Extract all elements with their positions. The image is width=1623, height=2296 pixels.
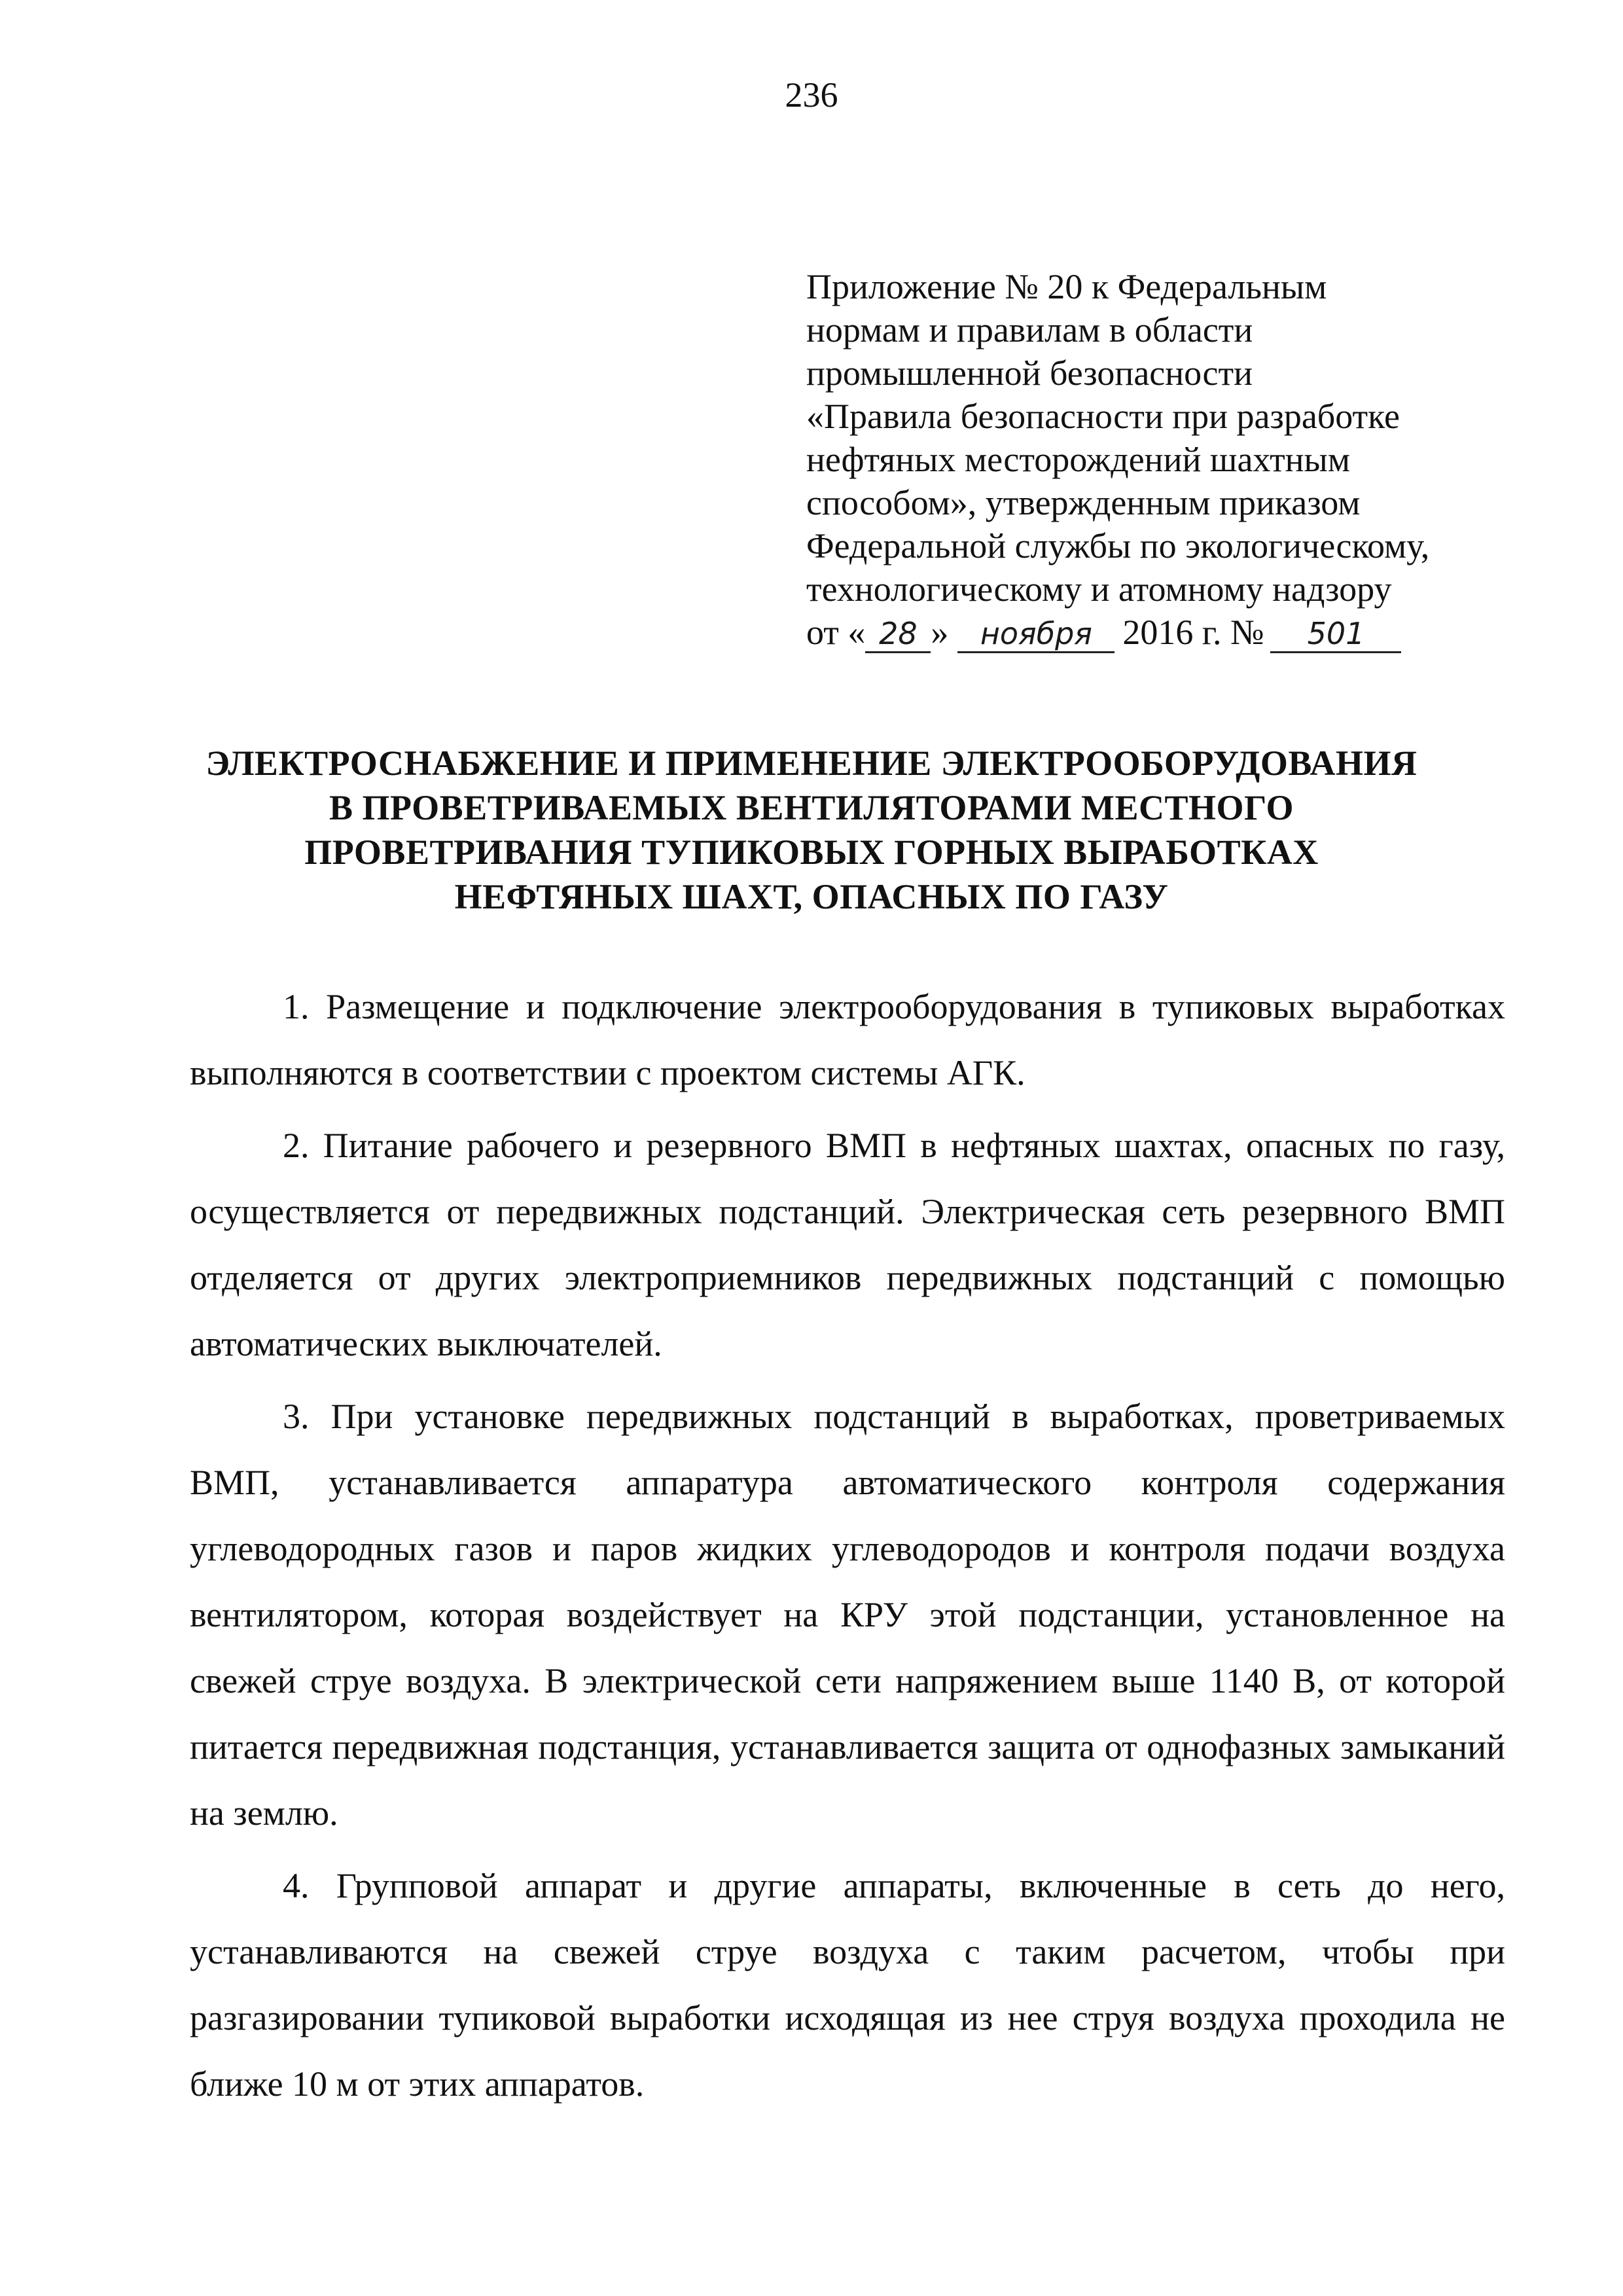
title-line: НЕФТЯНЫХ ШАХТ, ОПАСНЫХ ПО ГАЗУ bbox=[454, 877, 1169, 916]
appendix-line: нефтяных месторождений шахтным bbox=[806, 440, 1351, 479]
title-line: ПРОВЕТРИВАНИЯ ТУПИКОВЫХ ГОРНЫХ ВЫРАБОТКАХ bbox=[304, 833, 1319, 872]
handwritten-day: 28 bbox=[865, 616, 931, 653]
appendix-header bbox=[806, 265, 1565, 654]
handwritten-month: ноября bbox=[957, 616, 1115, 653]
paragraph-1: 1. Размещение и подключение электрооборудования в тупиковых выработках выполняются в соответствии с проектом системы АГК. bbox=[190, 987, 1505, 1092]
appendix-line: Приложение № 20 к Федеральным bbox=[806, 267, 1327, 306]
document-title bbox=[0, 741, 1623, 919]
paragraph-2: 2. Питание рабочего и резервного ВМП в нефтяных шахтах, опасных по газу, осуществляется от передвижных подстанций. Электрическая сеть резервного ВМП отделяется от других электроприемников передвижных подстанций с помощью автоматических выключателей. bbox=[190, 1126, 1505, 1363]
page-number: 236 bbox=[785, 75, 838, 115]
date-year: 2016 г. № bbox=[1122, 613, 1264, 652]
appendix-line: Федеральной службы по экологическому, bbox=[806, 526, 1430, 565]
appendix-line: промышленной безопасности bbox=[806, 353, 1253, 393]
date-close: » bbox=[931, 613, 949, 652]
paragraph-4: 4. Групповой аппарат и другие аппараты, включенные в сеть до него, устанавливаются на свежей струе воздуха с таким расчетом, чтобы при разгазировании тупиковой выработки исходящая из нее струя воздуха проходила не ближе 10 м от этих аппаратов. bbox=[190, 1866, 1505, 2104]
title-line: ЭЛЕКТРОСНАБЖЕНИЕ И ПРИМЕНЕНИЕ ЭЛЕКТРООБОРУДОВАНИЯ bbox=[205, 744, 1418, 783]
paragraph-3: 3. При установке передвижных подстанций в выработках, проветриваемых ВМП, устанавливается аппаратура автоматического контроля содержания углеводородных газов и паров жидких углеводородов и контроля подачи воздуха вентилятором, которая воздействует на КРУ этой подстанции, установленное на свежей струе воздуха. В электрической сети напряжением выше 1140 В, от которой питается передвижная подстанция, устанавливается защита от однофазных замыканий на землю. bbox=[190, 1397, 1505, 1833]
appendix-line: способом», утвержденным приказом bbox=[806, 483, 1361, 522]
handwritten-order-number: 501 bbox=[1270, 616, 1401, 653]
title-line: В ПРОВЕТРИВАЕМЫХ ВЕНТИЛЯТОРАМИ МЕСТНОГО bbox=[329, 788, 1294, 827]
appendix-line: нормам и правилам в области bbox=[806, 310, 1253, 350]
order-date-line bbox=[806, 611, 1565, 654]
appendix-line: «Правила безопасности при разработке bbox=[806, 397, 1400, 436]
document-body bbox=[190, 974, 1505, 2124]
appendix-line: технологическому и атомному надзору bbox=[806, 569, 1392, 609]
date-prefix: от « bbox=[806, 613, 866, 652]
